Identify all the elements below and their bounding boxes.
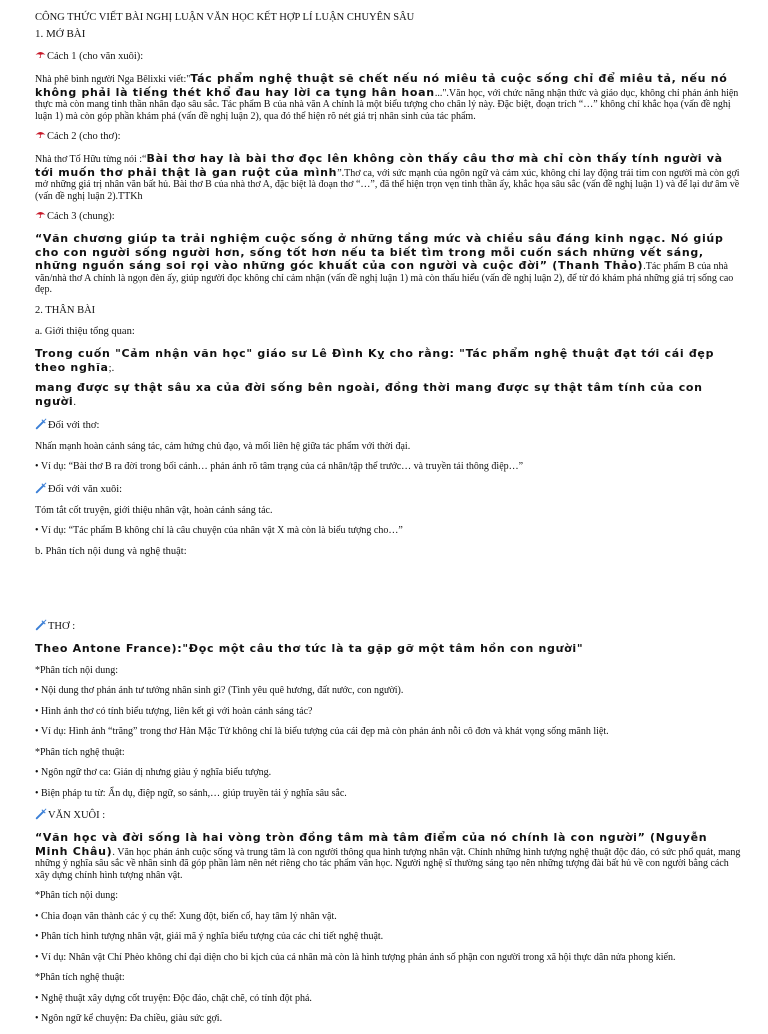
van-xuoi-content-heading: *Phân tích nội dung: — [35, 890, 119, 901]
van-xuoi-paragraph — [35, 831, 745, 881]
doi-voi-tho-example: • Ví dụ: “Bài thơ B ra đời trong bối cảnh… phản ánh rõ tâm trạng của cá nhân/tập thể trước… và truyền tải thông điệp…” — [35, 461, 524, 472]
document-page — [35, 12, 745, 1034]
le-dinh-ky-quote-line1-end: ;. — [108, 362, 115, 374]
tho-label — [35, 619, 745, 633]
nguyen-minh-chau-quote: “Văn học và đời sống là hai vòng tròn đồng tâm mà tâm điểm của nó chính là con người” (Nguyễn Minh Châu) — [35, 831, 708, 858]
cach3-paragraph — [35, 232, 745, 296]
list-item: • Ngôn ngữ thơ ca: Giản dị nhưng giàu ý nghĩa biểu tượng. — [35, 767, 272, 778]
cach1-paragraph — [35, 72, 745, 122]
tho-quote — [35, 642, 745, 656]
le-dinh-ky-quote — [35, 347, 745, 375]
umbrella-icon — [35, 51, 46, 58]
list-item: • Nghệ thuật xây dựng cốt truyện: Độc đáo, chặt chẽ, có tính đột phá. — [35, 992, 312, 1004]
doi-voi-van-xuoi-label — [35, 482, 745, 496]
cach2-rest: ”.Thơ ca, với sức mạnh của ngôn ngữ và cảm xúc, không chỉ lay động trái tim con người mà còn gợi mở những giá trị nhân văn bất hủ. Bài thơ B của nhà thơ A, đặc biệt là đoạn thơ “…”, đã thể hiện trọn vẹn tinh thần ấy, khắc họa sâu sắc (vấn đề nghị luận 1) và để lại dư âm về (vấn đề nghị luận 2).TTKh — [35, 167, 740, 202]
doi-voi-tho-label — [35, 418, 745, 432]
section-heading-than-bai: 2. THÂN BÀI — [35, 304, 96, 316]
cach3-rest: .Tác phẩm B của nhà văn/nhà thơ A chính là ngọn đèn ấy, giúp người đọc không chỉ cảm nhận (vấn đề nghị luận 1) mà còn thấu hiểu (vấn đề nghị luận 2), để từ đó khám phá những giá trị sống cao đẹp. — [35, 261, 734, 295]
list-item: • Ví dụ: Hình ảnh “trăng” trong thơ Hàn Mặc Tử không chỉ là biểu tượng của cái đẹp mà còn phản ánh nỗi cô đơn và khát vọng sống mãnh liệt. — [35, 726, 609, 737]
van-xuoi-rest: Văn học phản ánh cuộc sống và trung tâm là con người thông qua hình tượng nhân vật. Chính những hình tượng nghệ thuật độc đáo, có sức phổ quát, mang những ý nghĩa sâu sắc về nhân sinh đã góp phần làm nên nét riêng cho tác phẩm văn học. Người nghệ sĩ thường sáng tạo nên những tượng đài bất hủ về con người bằng cách xây dựng chính hình tượng nhân vật. — [35, 846, 741, 881]
cach2-paragraph — [35, 152, 745, 202]
subheading-a: a. Giới thiệu tổng quan: — [35, 325, 135, 337]
tho-label-text: THƠ : — [48, 620, 76, 632]
cach1-label — [35, 51, 745, 63]
umbrella-icon — [35, 211, 46, 218]
list-item: • Nội dung thơ phản ánh tư tưởng nhân sinh gì? (Tình yêu quê hương, đất nước, con người). — [35, 685, 404, 696]
van-xuoi-art-heading: *Phân tích nghệ thuật: — [35, 972, 125, 983]
list-item: • Chia đoạn văn thành các ý cụ thể: Xung đột, biến cố, hay tâm lý nhân vật. — [35, 910, 337, 922]
list-item: • Hình ảnh thơ có tính biểu tượng, liên kết gì với hoàn cảnh sáng tác? — [35, 705, 313, 717]
cach1-intro: Nhà phê bình người Nga Bêlixki viết:" — [35, 74, 191, 85]
cach2-intro: Nhà thơ Tố Hữu từng nói :“ — [35, 154, 147, 165]
cach1-label-text: Cách 1 (cho văn xuôi): — [47, 51, 144, 62]
list-item: • Ví dụ: Nhân vật Chí Phèo không chỉ đại diện cho bi kịch của cá nhân mà còn là hình tượng phản ánh số phận con người trong xã hội thực dân nửa phong kiến. — [35, 951, 676, 963]
doi-voi-tho-label-text: Đối với thơ: — [48, 419, 100, 431]
antone-france-quote: Theo Antone France):"Đọc một câu thơ tức là ta gặp gỡ một tâm hồn con người" — [35, 641, 584, 655]
syringe-icon — [35, 482, 47, 494]
le-dinh-ky-quote-line1: Trong cuốn "Cảm nhận văn học" giáo sư Lê Đình Kỵ cho rằng: "Tác phẩm nghệ thuật đạt tới cái đẹp theo nghĩa — [35, 346, 715, 374]
le-dinh-ky-quote-2 — [35, 381, 745, 409]
umbrella-icon — [35, 131, 46, 138]
nguyen-minh-chau-quote-end: . — [112, 846, 115, 858]
van-xuoi-label-text: VĂN XUÔI : — [48, 810, 106, 821]
cach3-label-text: Cách 3 (chung): — [47, 211, 115, 222]
cach1-quote: Tác phẩm nghệ thuật sẽ chết nếu nó miêu tả cuộc sống chỉ để miêu tả, nếu nó không phải là tiếng thét khổ đau hay lời ca tụng hân hoan — [35, 72, 728, 99]
doi-voi-van-xuoi-label-text: Đối với văn xuôi: — [48, 483, 123, 495]
le-dinh-ky-quote-line2-end: . — [73, 396, 76, 408]
document-title: CÔNG THỨC VIẾT BÀI NGHỊ LUẬN VĂN HỌC KẾT HỢP LÍ LUẬN CHUYÊN SÂU — [35, 12, 415, 23]
syringe-icon — [35, 619, 47, 631]
list-item: • Biện pháp tu từ: Ẩn dụ, điệp ngữ, so sánh,… giúp truyền tải ý nghĩa sâu sắc. — [35, 787, 347, 799]
cach3-quote: “Văn chương giúp ta trải nghiệm cuộc sống ở những tầng mức và chiều sâu đáng kinh ngạc. Nó giúp cho con người sống người hơn, sống tốt hơn nếu ta biết tìm trong mỗi cuốn sách những vết sáng, những nguồn sáng soi rọi vào những góc khuất của con người và cuộc đời” (Thanh Thảo) — [35, 232, 724, 272]
doi-voi-van-xuoi-example: • Ví dụ: “Tác phẩm B không chỉ là câu chuyện của nhân vật X mà còn là biểu tượng cho…” — [35, 525, 403, 536]
list-item: • Phân tích hình tượng nhân vật, giải mã ý nghĩa biểu tượng của các chi tiết nghệ thuật. — [35, 931, 384, 942]
list-item: • Ngôn ngữ kể chuyện: Đa chiều, giàu sức gợi. — [35, 1013, 223, 1024]
van-xuoi-label — [35, 808, 745, 822]
blank-space — [35, 567, 745, 619]
cach2-label-text: Cách 2 (cho thơ): — [47, 131, 121, 142]
subheading-b: b. Phân tích nội dung và nghệ thuật: — [35, 545, 187, 557]
cach3-label — [35, 211, 745, 223]
cach1-rest: ...".Văn học, với chức năng nhận thức và giáo dục, không chỉ phản ánh hiện thực mà còn mang tinh thần nhân đạo sâu sắc. Tác phẩm B của nhà văn A chính là một biểu tượng cho chân lý này. Đặc biệt, đoạn trích “…” không chỉ khắc họa (vấn đề nghị luận 1) mà còn góp phần khám phá (vấn đề nghị luận 2), qua đó thể hiện rõ nét giá trị nhân sinh của tác phẩm. — [35, 87, 739, 122]
syringe-icon — [35, 418, 47, 430]
doi-voi-tho-desc: Nhấn mạnh hoàn cảnh sáng tác, cảm hứng chủ đạo, và mối liên hệ giữa tác phẩm với thời đại. — [35, 440, 411, 452]
tho-content-heading: *Phân tích nội dung: — [35, 664, 119, 676]
cach2-quote: Bài thơ hay là bài thơ đọc lên không còn thấy câu thơ mà chỉ còn thấy tính người và tới muốn thơ phải thật là gan ruột của mình — [35, 152, 723, 179]
doi-voi-van-xuoi-desc: Tóm tắt cốt truyện, giới thiệu nhân vật, hoàn cảnh sáng tác. — [35, 504, 273, 516]
cach2-label — [35, 131, 745, 143]
le-dinh-ky-quote-line2: mang được sự thật sâu xa của đời sống bên ngoài, đồng thời mang được sự thật tâm tính của con người — [35, 380, 703, 408]
syringe-icon — [35, 808, 47, 820]
tho-art-heading: *Phân tích nghệ thuật: — [35, 746, 125, 758]
section-heading-mo-bai: 1. MỞ BÀI — [35, 28, 86, 40]
